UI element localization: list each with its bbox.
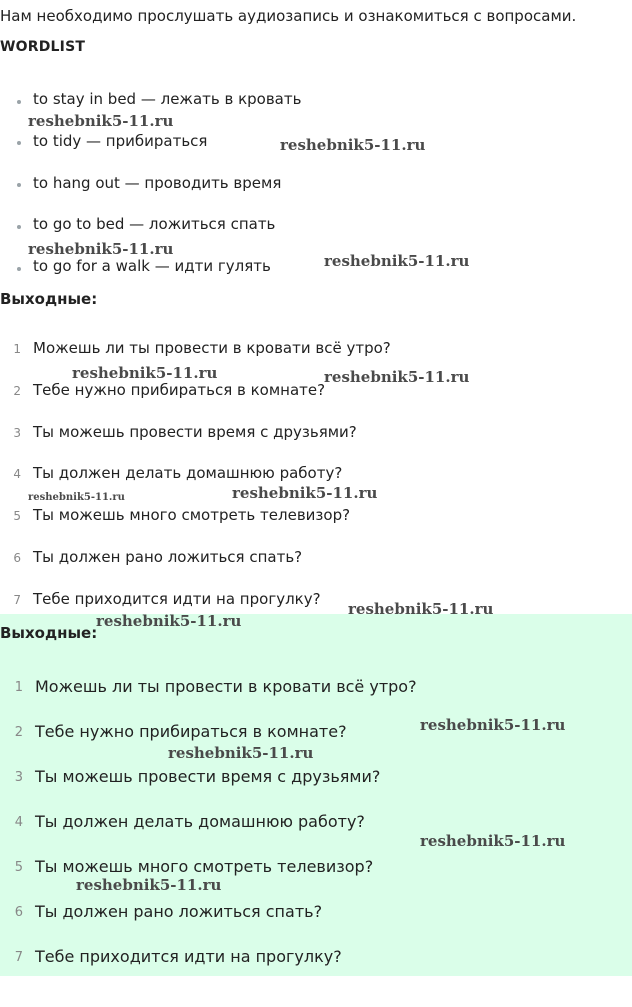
watermark: reshebnik5-11.ru xyxy=(76,876,222,894)
section-heading: Выходные: xyxy=(0,624,98,642)
section-heading: Выходные: xyxy=(0,290,98,308)
wordlist-item: to stay in bed — лежать в кровать xyxy=(33,90,302,108)
answer-item: Ты должен рано ложиться спать? xyxy=(35,902,323,921)
question-item: Ты должен делать домашнюю работу? xyxy=(33,464,343,482)
answer-number: 3 xyxy=(14,770,23,785)
answer-number: 4 xyxy=(14,815,23,830)
watermark: reshebnik5-11.ru xyxy=(420,832,566,850)
wordlist-item: to tidy — прибираться xyxy=(33,132,208,150)
wordlist-item: to go for a walk — идти гулять xyxy=(33,257,271,275)
answer-item: Ты можешь провести время с друзьями? xyxy=(35,767,381,786)
watermark: reshebnik5-11.ru xyxy=(324,252,470,270)
question-number: 6 xyxy=(13,551,21,565)
watermark: reshebnik5-11.ru xyxy=(280,136,426,154)
question-number: 5 xyxy=(13,509,21,523)
wordlist-item: to go to bed — ложиться спать xyxy=(33,215,276,233)
bullet-icon xyxy=(17,141,21,145)
answer-number: 2 xyxy=(14,725,23,740)
wordlist-title: WORDLIST xyxy=(0,39,86,55)
bullet-icon xyxy=(17,183,21,187)
question-item: Ты должен рано ложиться спать? xyxy=(33,548,303,566)
question-item: Ты можешь много смотреть телевизор? xyxy=(33,506,351,524)
answer-number: 7 xyxy=(14,950,23,965)
answer-panel xyxy=(0,614,632,976)
answer-number: 1 xyxy=(14,680,23,695)
question-number: 4 xyxy=(13,467,21,481)
watermark: reshebnik5-11.ru xyxy=(72,364,218,382)
watermark: reshebnik5-11.ru xyxy=(324,368,470,386)
watermark: reshebnik5-11.ru xyxy=(420,716,566,734)
watermark: reshebnik5-11.ru xyxy=(28,492,125,503)
answer-item: Можешь ли ты провести в кровати всё утро? xyxy=(35,677,417,696)
question-item: Тебе нужно прибираться в комнате? xyxy=(33,381,326,399)
question-item: Ты можешь провести время с друзьями? xyxy=(33,423,357,441)
question-item: Можешь ли ты провести в кровати всё утро? xyxy=(33,339,391,357)
watermark: reshebnik5-11.ru xyxy=(232,484,378,502)
question-number: 7 xyxy=(13,593,21,607)
watermark: reshebnik5-11.ru xyxy=(96,612,242,630)
answer-number: 6 xyxy=(14,905,23,920)
watermark: reshebnik5-11.ru xyxy=(28,112,174,130)
answer-item: Ты должен делать домашнюю работу? xyxy=(35,812,365,831)
wordlist-item: to hang out — проводить время xyxy=(33,174,282,192)
answer-number: 5 xyxy=(14,860,23,875)
answer-item: Ты можешь много смотреть телевизор? xyxy=(35,857,374,876)
watermark: reshebnik5-11.ru xyxy=(28,240,174,258)
bullet-icon xyxy=(17,267,21,271)
question-number: 3 xyxy=(13,426,21,440)
question-item: Тебе приходится идти на прогулку? xyxy=(33,590,321,608)
answer-item: Тебе нужно прибираться в комнате? xyxy=(35,722,347,741)
question-number: 2 xyxy=(13,384,21,398)
bullet-icon xyxy=(17,225,21,229)
answer-item: Тебе приходится идти на прогулку? xyxy=(35,947,342,966)
bullet-icon xyxy=(17,100,21,104)
watermark: reshebnik5-11.ru xyxy=(168,744,314,762)
question-number: 1 xyxy=(13,342,21,356)
intro-text: Нам необходимо прослушать аудиозапись и ознакомиться с вопросами. xyxy=(0,7,577,25)
watermark: reshebnik5-11.ru xyxy=(348,600,494,618)
